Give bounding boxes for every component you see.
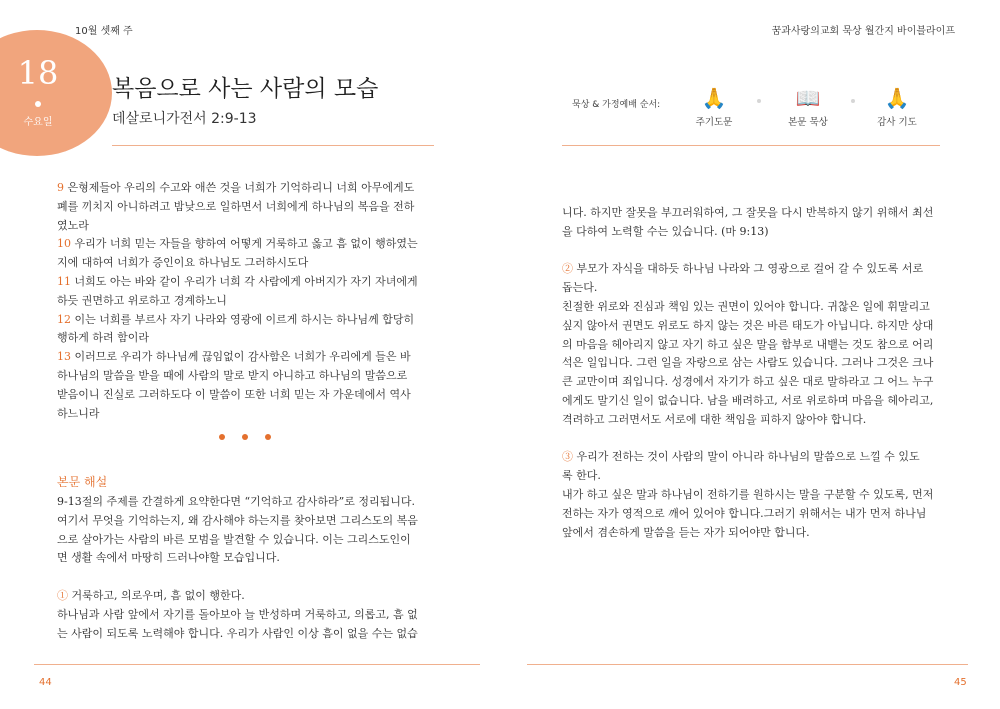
date-badge xyxy=(0,30,112,156)
commentary-line: 면 생활 속에서 마땅히 드러나야할 모습입니다. xyxy=(57,551,280,565)
commentary-line: 에게도 말기신 일이 없습니다. 남을 배려하고, 서로 위로하며 마음을 헤아리고, xyxy=(562,393,934,407)
verse-number: 11 xyxy=(57,274,71,288)
point-title: 돕는다. xyxy=(562,281,598,295)
page-number-left: 44 xyxy=(39,677,52,688)
commentary-line: 앞에서 겸손하게 말씀을 듣는 자가 되어야만 합니다. xyxy=(562,525,810,539)
verse-line: 폐를 끼치지 아니하려고 밤낮으로 일하면서 너희에게 하나님의 복음을 전하 xyxy=(57,199,415,213)
worship-step-3-label: 감사 기도 xyxy=(877,117,917,128)
praying-hands-icon: 🙏 xyxy=(701,86,727,110)
commentary-line: 격려하고 그러면서도 서로에 대한 책임을 피하지 않아야 합니다. xyxy=(562,412,867,426)
commentary-line: 으로 살아가는 사람의 바른 모범을 발견할 수 있습니다. 이는 그리스도인이 xyxy=(57,532,411,546)
commentary-line: 싶지 않아서 권면도 위로도 하지 않는 것은 바른 태도가 아닙니다. 하지만 상대 xyxy=(562,318,934,332)
worship-order-label: 묵상 & 가정예배 순서: xyxy=(572,100,661,110)
commentary-line: 의 마음을 헤아리지 않고 자기 하고 싶은 말을 함부로 내뱉는 것도 참으로 어리 xyxy=(562,337,934,351)
title-divider xyxy=(112,145,434,146)
footer-rule-right xyxy=(527,664,968,665)
date-day: 18 xyxy=(17,54,59,92)
separator-dot xyxy=(242,434,248,440)
worship-step-2-label: 본문 묵상 xyxy=(788,117,828,128)
commentary-line: 내가 하고 싶은 말과 하나님이 전하기를 원하시는 말을 구분할 수 있도록, 먼저 xyxy=(562,487,934,501)
worship-step-1-label: 주기도문 xyxy=(695,117,733,128)
commentary-line: 친절한 위로와 진심과 책임 있는 권면이 있어야 합니다. 귀찮은 일에 휘말리고 xyxy=(562,299,930,313)
page-title: 복음으로 사는 사람의 모습 xyxy=(112,76,379,102)
verse-line: 행하게 하려 함이라 xyxy=(57,331,150,345)
verse-number: 10 xyxy=(57,237,71,251)
step-separator-dot xyxy=(757,99,761,103)
commentary-line: 니다. 하지만 잘못을 부끄러워하여, 그 잘못을 다시 반복하지 않기 위해서 최선 xyxy=(562,206,934,219)
date-dot xyxy=(35,101,41,107)
point-title: ② 부모가 자식을 대하듯 하나님 나라와 그 영광으로 걸어 갈 수 있도록 서로 xyxy=(562,262,924,276)
verse-number: 9 xyxy=(57,181,64,194)
worship-order-divider xyxy=(562,145,940,146)
commentary-line: 을 다하여 노력할 수는 있습니다. (마 9:13) xyxy=(562,224,769,238)
commentary-line: 큰 교만이며 죄입니다. 성경에서 자기가 하고 싶은 대로 말하라고 그 어느 누구 xyxy=(562,375,934,389)
verse-line: 9 은형제들아 우리의 수고와 애쓴 것을 너희가 기억하리니 너희 아무에게도 xyxy=(57,181,415,194)
praying-hands-icon: 🙏 xyxy=(884,86,910,110)
separator-dot xyxy=(219,434,225,440)
point-title: ③ 우리가 전하는 것이 사람의 말이 아니라 하나님의 말씀으로 느낄 수 있도 xyxy=(562,450,920,464)
point-title: ① 거룩하고, 의로우며, 흠 없이 행한다. xyxy=(57,588,245,602)
commentary-heading: 본문 해설 xyxy=(57,475,108,489)
verse-line: 하나님의 말씀을 받을 때에 사람의 말로 받지 아니하고 하나님의 말씀으로 xyxy=(57,368,408,382)
date-weekday: 수요일 xyxy=(23,117,53,128)
running-header-publication: 꿈과사랑의교회 묵상 월간지 바이블라이프 xyxy=(771,26,955,37)
verse-line: 하느니라 xyxy=(57,406,100,420)
commentary-line: 는 사람이 되도록 노력해야 합니다. 우리가 사람인 이상 흠이 없을 수는 없습 xyxy=(57,626,418,640)
commentary-line: 여기서 무엇을 기억하는지, 왜 감사해야 하는지를 찾아보면 그리스도의 복음 xyxy=(57,513,418,527)
commentary-line: 9-13절의 주제를 간결하게 요약한다면 “기억하고 감사하라”로 정리됩니다. xyxy=(57,495,415,508)
point-title: 록 한다. xyxy=(562,469,601,483)
verse-line: 13 이러므로 우리가 하나님께 끊임없이 감사함은 너희가 우리에게 들은 바 xyxy=(57,350,411,364)
verse-line: 10 우리가 너희 믿는 자들을 향하여 어떻게 거룩하고 옳고 흠 없이 행하였는 xyxy=(57,237,418,251)
verse-line: 11 너희도 아는 바와 같이 우리가 너희 각 사람에게 아버지가 자기 자녀에게 xyxy=(57,274,418,288)
commentary-text-left xyxy=(57,493,418,643)
separator-dot xyxy=(265,434,271,440)
commentary-text-right xyxy=(562,204,933,542)
verse-line: 하듯 권면하고 위로하고 경계하노니 xyxy=(57,293,227,307)
page-number-right: 45 xyxy=(954,677,967,688)
commentary-line: 하나님과 사람 앞에서 자기를 돌아보아 늘 반성하며 거룩하고, 의롭고, 흠 없 xyxy=(57,607,418,621)
step-separator-dot xyxy=(851,99,855,103)
commentary-line: 석은 일입니다. 그런 일을 자랑으로 삼는 사람도 있습니다. 그러나 그것은 크나 xyxy=(562,356,934,370)
verse-line: 받음이니 진실로 그러하도다 이 말씀이 또한 너희 믿는 자 가운데에서 역사 xyxy=(57,387,411,401)
scripture-text xyxy=(57,179,418,423)
footer-rule-left xyxy=(34,664,480,665)
verse-number: 12 xyxy=(57,312,71,326)
scripture-reference: 데살로니가전서 2:9-13 xyxy=(112,111,257,127)
verse-line: 지에 대하여 너희가 증인이요 하나님도 그러하시도다 xyxy=(57,256,309,270)
running-header-week: 10월 셋째 주 xyxy=(75,26,133,37)
commentary-line: 전하는 자가 영적으로 깨어 있어야 합니다.그러기 위해서는 내가 먼저 하나님 xyxy=(562,506,927,520)
open-bible-icon: 📖 xyxy=(795,86,821,110)
verse-line: 12 이는 너희를 부르사 자기 나라와 영광에 이르게 하시는 하나님께 합당히 xyxy=(57,312,415,326)
verse-number: 13 xyxy=(57,350,71,364)
verse-line: 였노라 xyxy=(57,218,89,232)
